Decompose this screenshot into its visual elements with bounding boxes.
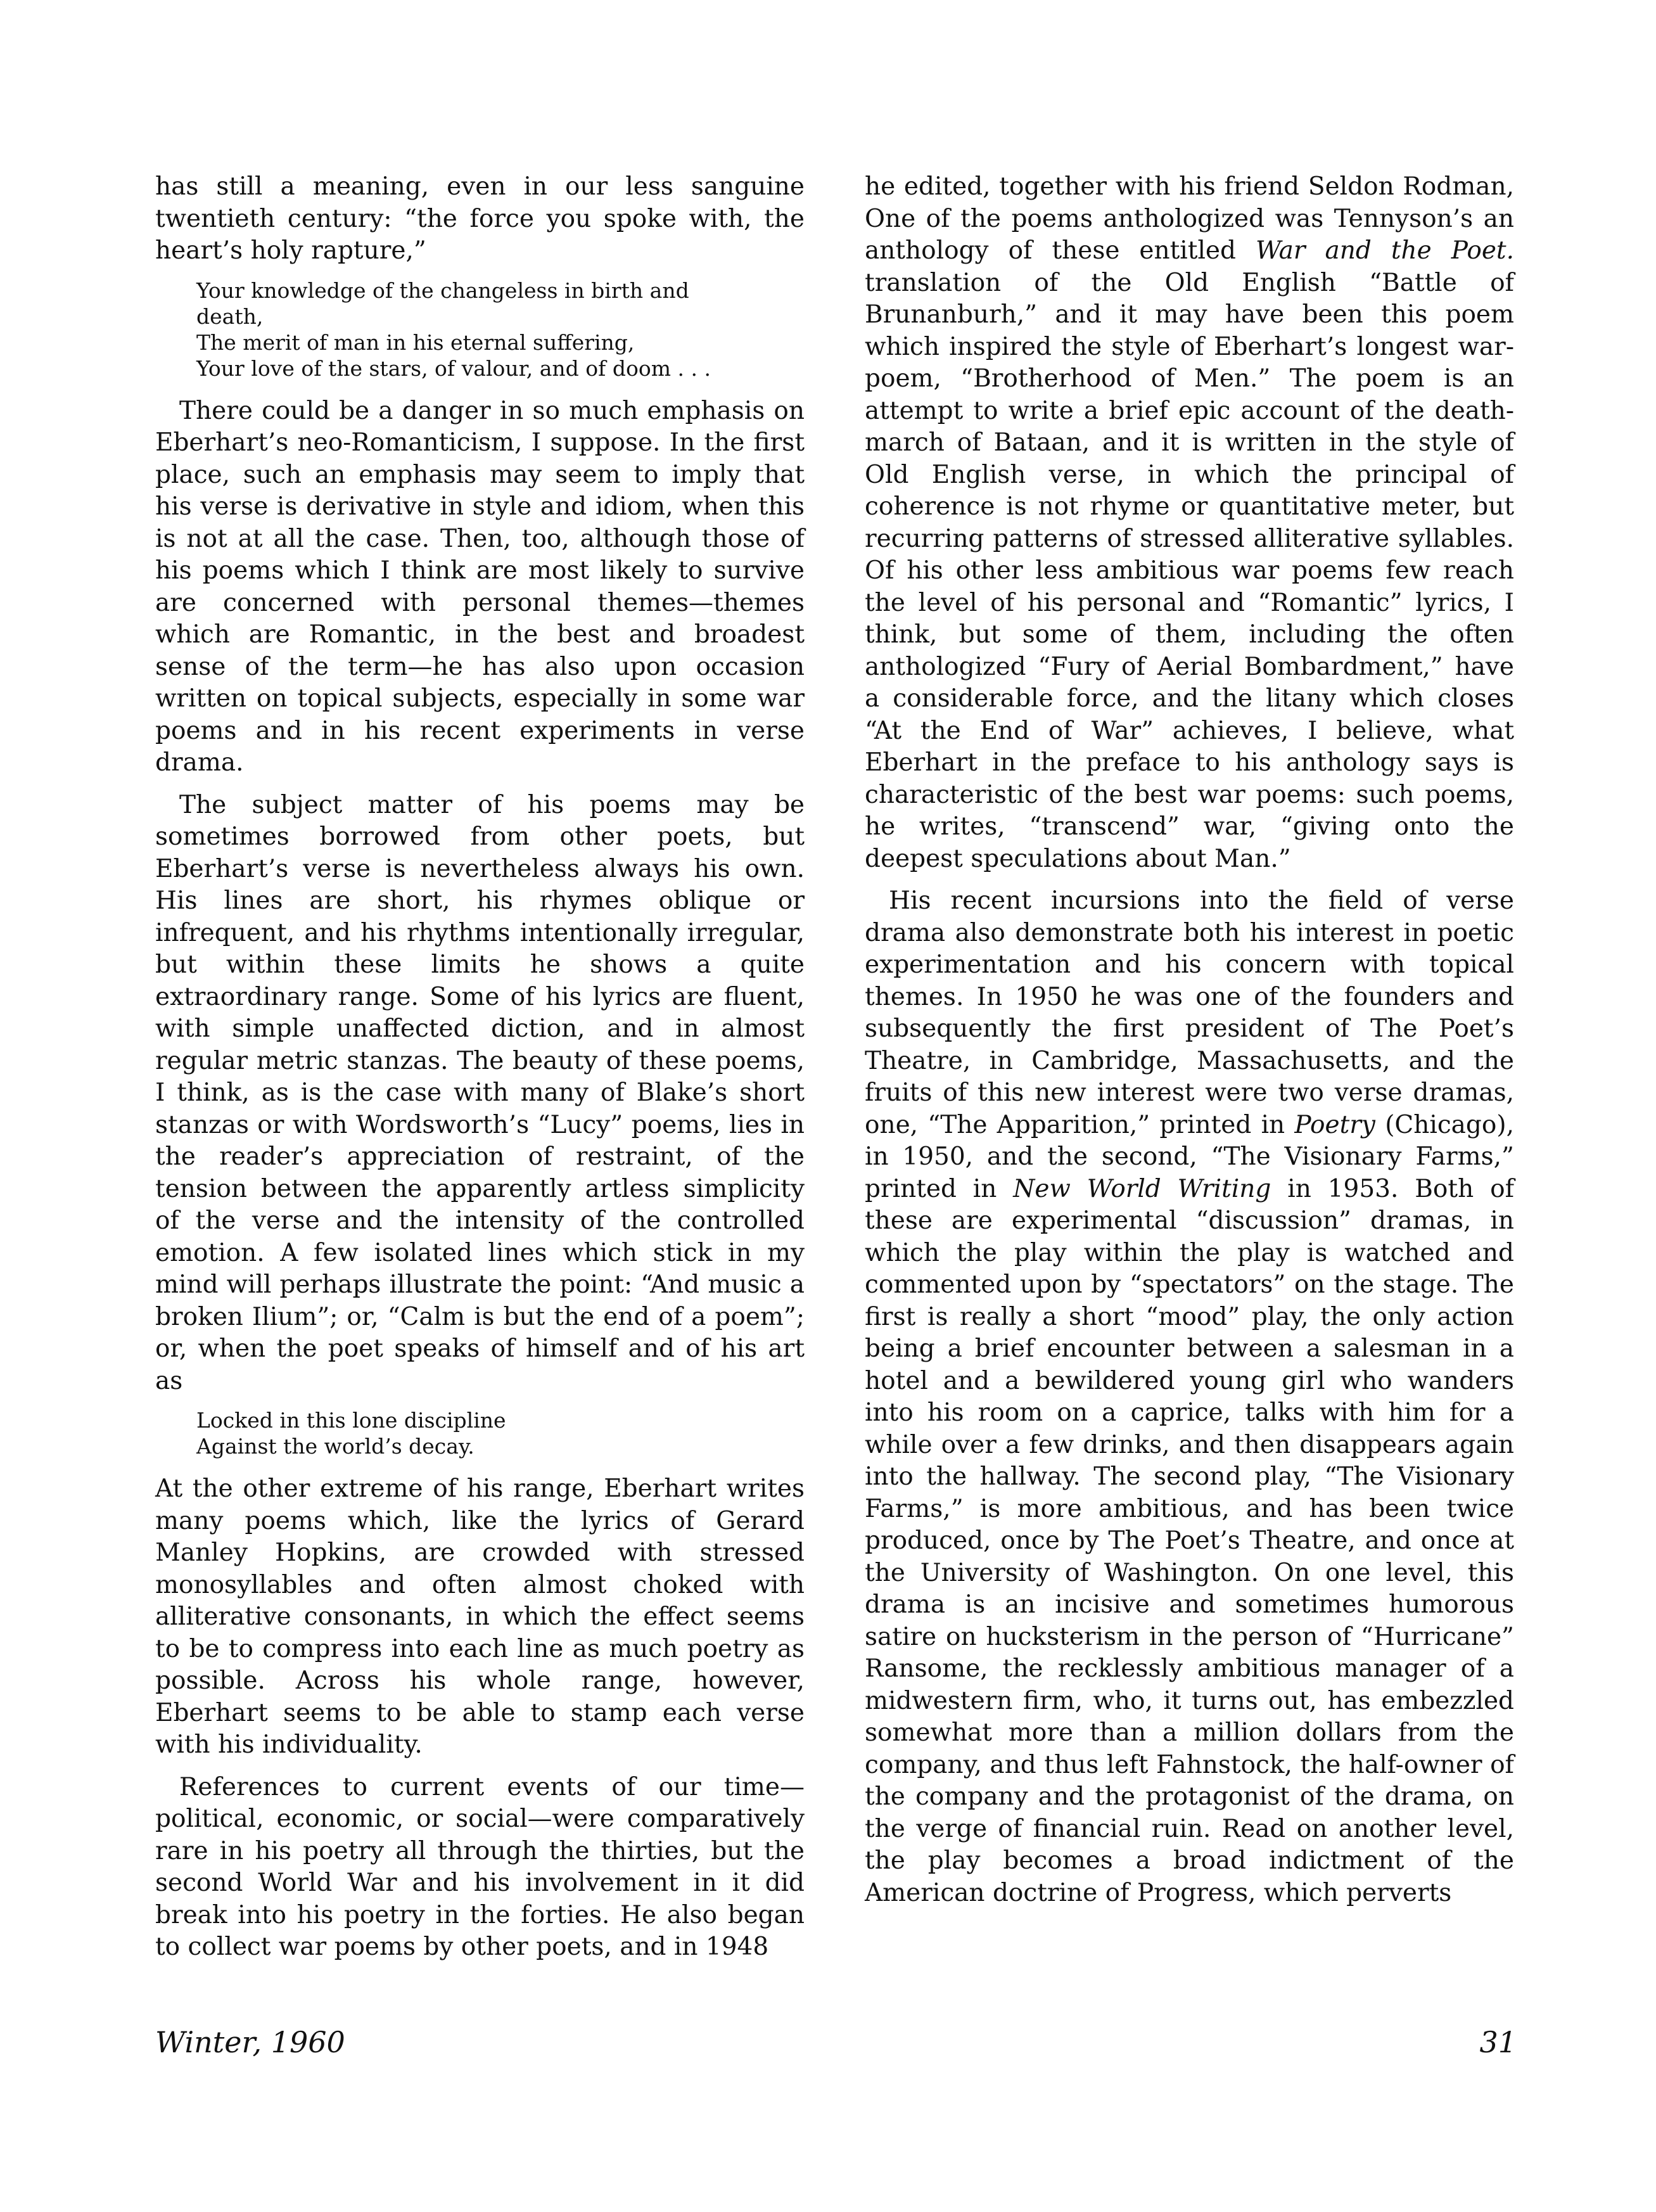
text-run: he edited, together with his friend Seldon Rodman, One of the poems anthologized was Tennyson’s an anthology of these entitled xyxy=(865,172,1514,265)
paragraph: At the other extreme of his range, Eberhart writes many poems which, like the lyrics of Gerard Manley Hopkins, are crowded with stressed monosyllables and often almost choked with alliterative consonants, in which the effect seems to be to compress into each line as much poetry as possible. Across his whole range, however, Eberhart seems to be able to stamp each verse with his individuality. xyxy=(155,1474,805,1759)
paragraph xyxy=(865,885,1514,1909)
left-column xyxy=(155,171,805,1974)
verse-line: The merit of man in his eternal suffering, xyxy=(196,329,635,355)
verse-line: Your knowledge of the changeless in birth and xyxy=(196,278,689,303)
right-column xyxy=(865,171,1514,1919)
paragraph: References to current events of our time—political, economic, or social—were comparatively rare in his poetry all through the thirties, but the second World War and his involvement in it did break into his poetry in the forties. He also began to collect war poems by other poets, and in 1948 xyxy=(155,1772,805,1961)
paragraph xyxy=(865,171,1514,875)
verse-quote xyxy=(196,278,805,381)
verse-line: Locked in this lone discipline xyxy=(196,1408,506,1433)
text-run: in 1953. Both of these are experimental “discussion” dramas, in which the play within the play is watched and commented upon by “spectators” on the stage. The first is really a short “mood” play, the only action being a brief encounter between a salesman in a hotel and a bewildered young girl who wanders into his room on a caprice, talks with him for a while over a few drinks, and then disappears again into the hallway. The second play, “The Visionary Farms,” is more ambitious, and has been twice produced, once by The Poet’s Theatre, and once at the University of Washington. On one level, this drama is an incisive and sometimes humorous satire on hucksterism in the person of “Hurricane” Ransome, the recklessly ambitious manager of a midwestern firm, who, it turns out, has embezzled somewhat more than a million dollars from the company, and thus left Fahnstock, the half-owner of the company and the protagonist of the drama, on the verge of financial ruin. Read on another level, the play becomes a broad indictment of the American doctrine of Progress, which perverts xyxy=(865,1174,1515,1907)
publication-title: Poetry xyxy=(1294,1110,1375,1139)
verse-line: Against the world’s decay. xyxy=(196,1434,475,1459)
paragraph: has still a meaning, even in our less sanguine twentieth century: “the force you spoke with, the heart’s holy rapture,” xyxy=(155,172,805,265)
book-title: War and the Poet. xyxy=(1255,236,1514,265)
verse-line: death, xyxy=(196,304,264,329)
text-run: His recent incursions into the field of verse drama also demonstrate both his interest in poetic experimentation and his concern with topical themes. In 1950 he was one of the founders and subsequently the first president of The Poet’s Theatre, in Cambridge, Massachusetts, and the fruits of this new interest were two verse dramas, one, “The Apparition,” printed in xyxy=(865,886,1514,1139)
paragraph: There could be a danger in so much emphasis on Eberhart’s neo-Romanticism, I suppose. In the first place, such an emphasis may seem to imply that his verse is derivative in style and idiom, when this is not at all the case. Then, too, although those of his poems which I think are most likely to survive are concerned with personal themes—themes which are Romantic, in the best and broadest sense of the term—he has also upon occasion written on topical subjects, especially in some war poems and in his recent experiments in verse drama. xyxy=(155,396,805,777)
publication-title: New World Writing xyxy=(1013,1174,1271,1203)
text-run: translation of the Old English “Battle of Brunanburh,” and it may have been this poem which inspired the style of Eberhart’s longest war-poem, “Brotherhood of Men.” The poem is an attempt to write a brief epic account of the death-march of Bataan, and it is written in the style of Old English verse, in which the principal of coherence is not rhyme or quantitative meter, but recurring patterns of stressed alliterative syllables. Of his other less ambitious war poems few reach the level of his personal and “Romantic” lyrics, I think, but some of them, including the often anthologized “Fury of Aerial Bombardment,” have a considerable force, and the litany which closes “At the End of War” achieves, I believe, what Eberhart in the preface to his anthology says is characteristic of the best war poems: such poems, he writes, “transcend” war, “giving onto the deepest speculations about Man.” xyxy=(865,268,1514,873)
issue-date: Winter, 1960 xyxy=(155,2025,345,2059)
page-number: 31 xyxy=(1479,2025,1517,2059)
verse-quote xyxy=(196,1407,805,1459)
paragraph: The subject matter of his poems may be sometimes borrowed from other poets, but Eberhart’s verse is nevertheless always his own. His lines are short, his rhymes oblique or infrequent, and his rhythms intentionally irregular, but within these limits he shows a quite extraordinary range. Some of his lyrics are fluent, with simple unaffected diction, and in almost regular metric stanzas. The beauty of these poems, I think, as is the case with many of Blake’s short stanzas or with Wordsworth’s “Lucy” poems, lies in the reader’s appreciation of restraint, of the tension between the apparently artless simplicity of the verse and the intensity of the controlled emotion. A few isolated lines which stick in my mind will perhaps illustrate the point: “And music a broken Ilium”; or, “Calm is but the end of a poem”; or, when the poet speaks of himself and of his art as xyxy=(155,790,805,1395)
text-run: (Chicago), in 1950, and the second, “The Visionary Farms,” printed in xyxy=(865,1110,1514,1203)
verse-line: Your love of the stars, of valour, and of doom . . . xyxy=(196,355,711,381)
